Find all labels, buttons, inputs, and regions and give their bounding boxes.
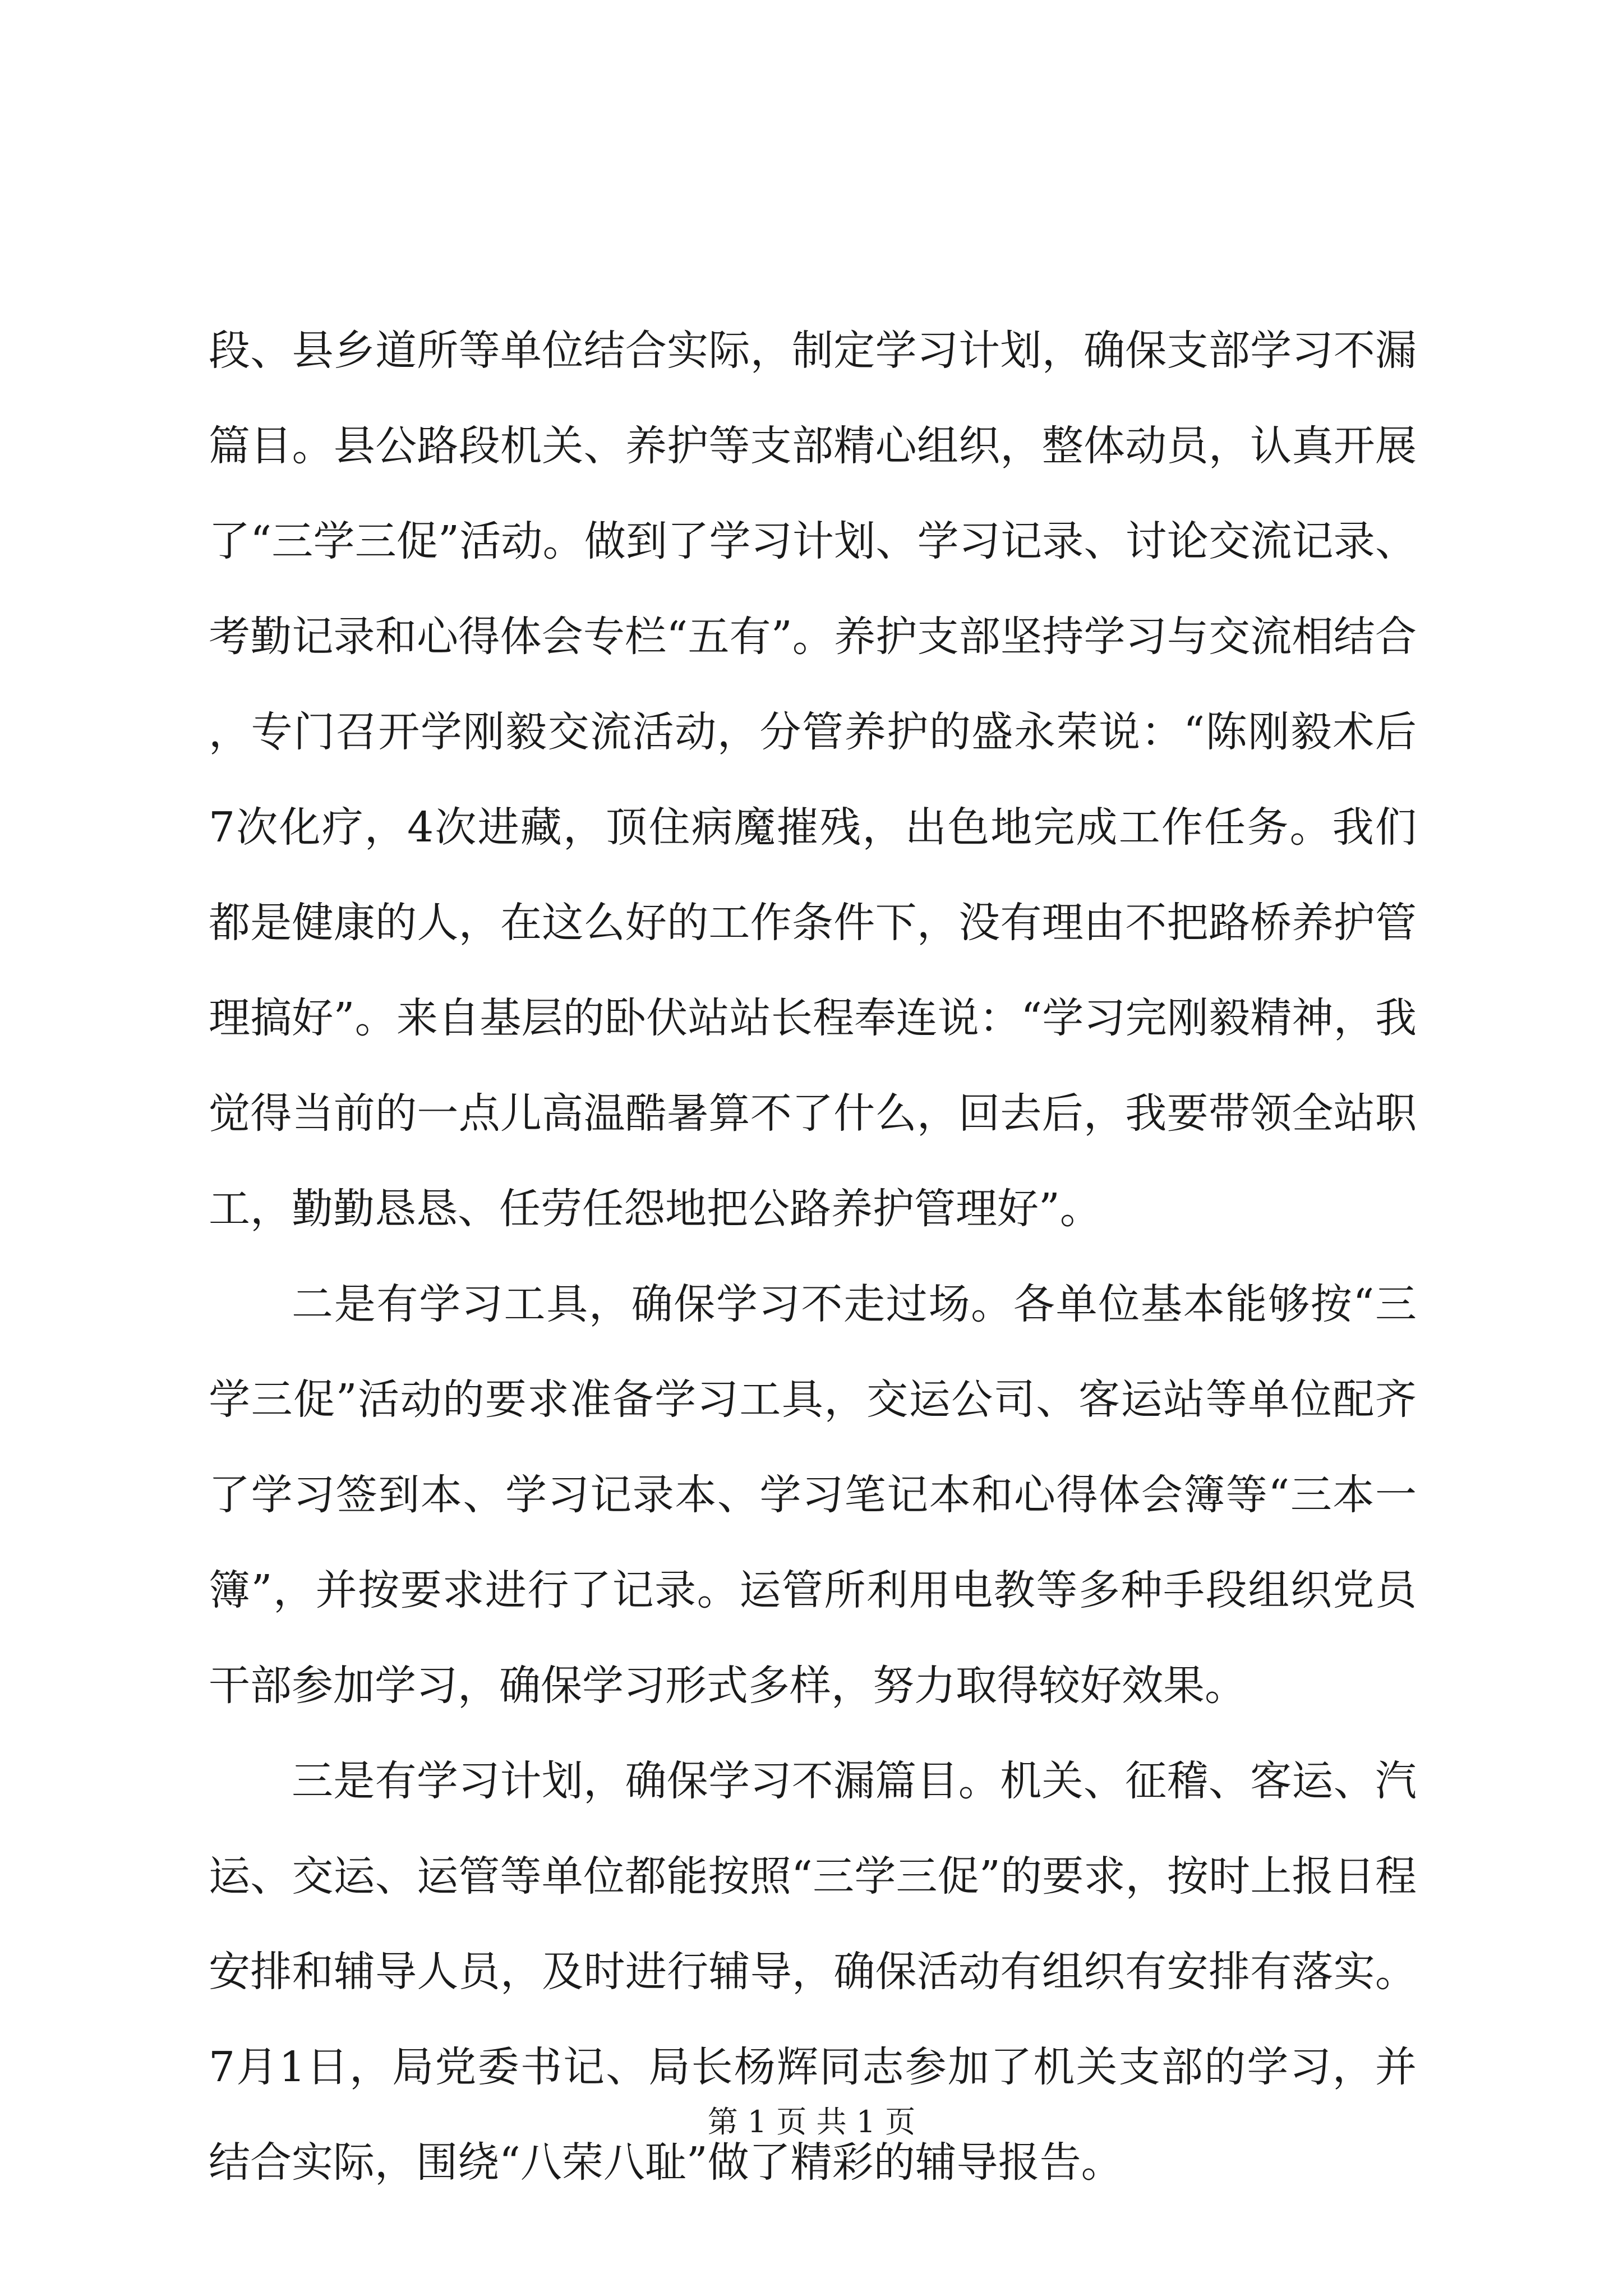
paragraph-1: 段、县乡道所等单位结合实际，制定学习计划，确保支部学习不漏篇目。县公路段机关、养护等支部精心组织，整体动员，认真开展了“三学三促”活动。做到了学习计划、学习记录、讨论交流记录、考勤记录和心得体会专栏“五有”。养护支部坚持学习与交流相结合，专门召开学刚毅交流活动，分管养护的盛永荣说：“陈刚毅术后7次化疗，4次进藏，顶住病魔摧残，出色地完成工作任务。我们都是健康的人，在这么好的工作条件下，没有理由不把路桥养护管理搞好”。来自基层的卧伏站站长程奉连说：“学习完刚毅精神，我觉得当前的一点儿高温酷暑算不了什么，回去后，我要带领全站职工，勤勤恳恳、任劳任怨地把公路养护管理好”。 — [209, 326, 1417, 1233]
paragraph-2: 二是有学习工具，确保学习不走过场。各单位基本能够按“三学三促”活动的要求准备学习工具，交运公司、客运站等单位配齐了学习签到本、学习记录本、学习笔记本和心得体会簿等“三本一簿”，并按要求进行了记录。运管所利用电教等多种手段组织党员干部参加学习，确保学习形式多样，努力取得较好效果。 — [209, 1280, 1417, 1710]
document-body — [209, 303, 1417, 2210]
paragraph-3: 三是有学习计划，确保学习不漏篇目。机关、征稽、客运、汽运、交运、运管等单位都能按照“三学三促”的要求，按时上报日程安排和辅导人员，及时进行辅导，确保活动有组织有安排有落实。7月1日，局党委书记、局长杨辉同志参加了机关支部的学习，并结合实际，围绕“八荣八耻”做了精彩的辅导报告。 — [209, 1757, 1417, 2187]
page-footer: 第 1 页 共 1 页 — [707, 2104, 916, 2139]
